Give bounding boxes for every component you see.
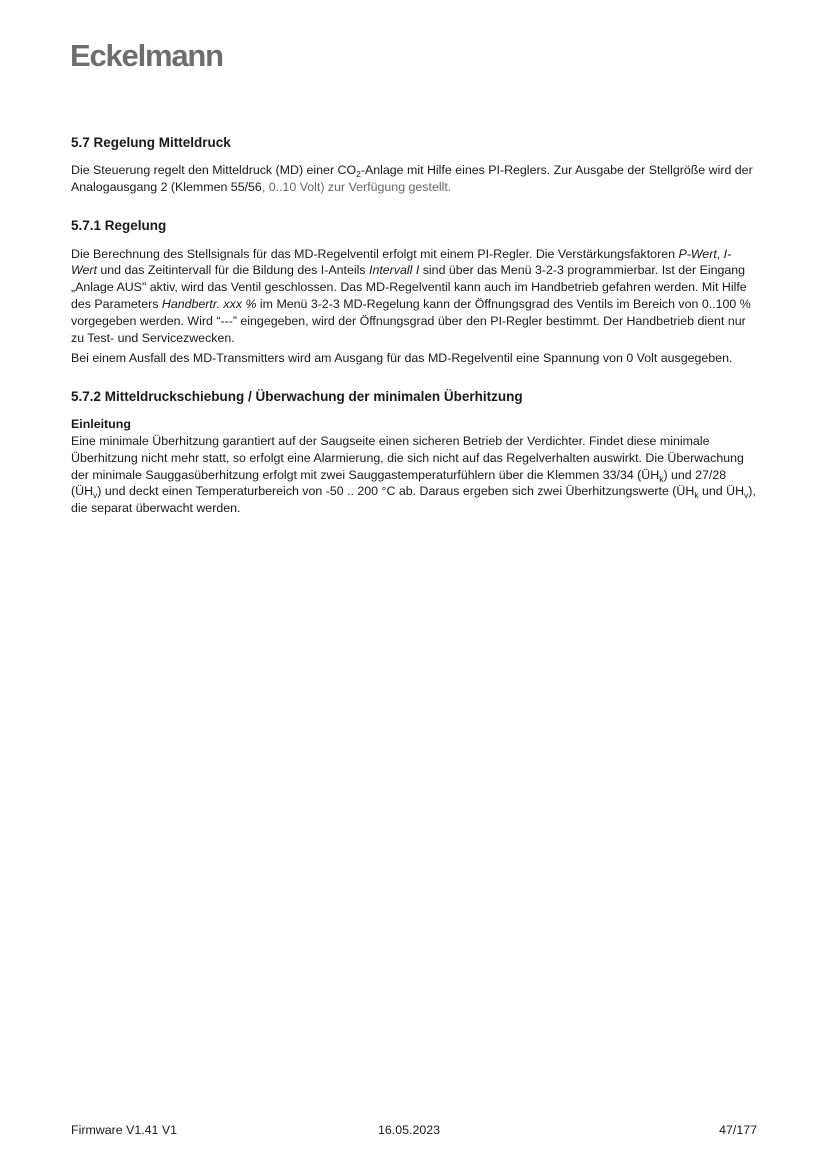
muted-text: , 0..10 Volt) zur Verfügung gestellt. — [261, 179, 452, 194]
heading-5-7-2: 5.7.2 Mitteldruckschiebung / Überwachung der minimalen Überhitzung — [71, 389, 523, 405]
text: Die Berechnung des Stellsignals für das MD-Regelventil erfolgt mit einem PI-Regler. Die Verstärkungsfaktoren — [71, 246, 679, 261]
eckelmann-logo: Eckelmann — [70, 38, 223, 73]
footer-date: 16.05.2023 — [378, 1123, 441, 1137]
subscript: k — [694, 490, 699, 501]
text: ) und deckt einen Temperaturbereich von -50 .. 200 °C ab. Daraus ergeben sich zwei Überhitzungswerte (ÜH — [97, 484, 695, 499]
text: und ÜH — [698, 484, 745, 499]
text: , — [716, 246, 724, 261]
text: -Anlage mit Hilfe eines PI-Reglers. Zur Ausgabe der Stellgröße wird der Analogausgang 2 (Klemmen 55/56 — [71, 163, 753, 194]
paragraph-5-7-2 — [71, 433, 757, 517]
heading-5-7: 5.7 Regelung Mitteldruck — [71, 135, 231, 150]
paragraph-5-7-1-b: Bei einem Ausfall des MD-Transmitters wird am Ausgang für das MD-Regelventil eine Spannung von 0 Volt ausgegeben. — [71, 351, 733, 366]
footer-page-number: 47/177 — [719, 1123, 757, 1137]
text: ), die separat überwacht werden. — [71, 484, 756, 516]
paragraph-5-7-1-a — [71, 246, 757, 347]
document-body — [71, 134, 757, 517]
footer-firmware: Firmware V1.41 V1 — [71, 1123, 178, 1137]
paragraph-5-7 — [71, 162, 757, 196]
subscript: v — [93, 490, 98, 501]
text: im Menü 3-2-3 MD-Regelung kann der Öffnungsgrad des Ventils im Bereich von 0..100 % vorgegeben werden. Wird “---” eingegeben, wird der Öffnungsgrad über den PI-Regler bestimmt. Der Handbetrieb dient nur zu Test- und Servicezwecken. — [71, 296, 751, 345]
text: und das Zeitintervall für die Bildung des I-Anteils — [96, 263, 369, 278]
text: Eine minimale Überhitzung garantiert auf der Saugseite einen sicheren Betrieb der Verdichter. Findet diese minimale Überhitzung nicht mehr statt, so erfolgt eine Alarmierung, die sich nicht auf das Regelverhalten auswirkt. Die Überwachung der minimale Sauggasüberhitzung erfolgt mit zwei Sauggastemperaturfühlern über die Klemmen 33/34 (ÜH — [71, 433, 744, 482]
text: sind über das Menü 3-2-3 programmierbar. Ist der Eingang „Anlage AUS" aktiv, wird das Ventil geschlossen. Das MD-Regelventil kann auch im Handbetrieb gefahren werden. Mit Hilfe des Parameters — [71, 263, 747, 311]
text: Die Steuerung regelt den Mitteldruck (MD) einer CO — [71, 163, 357, 177]
param-intervall-i: Intervall I — [369, 263, 420, 278]
subheading-einleitung: Einleitung — [71, 417, 131, 432]
heading-5-7-1: 5.7.1 Regelung — [71, 217, 167, 233]
text: ) und 27/28 (ÜH — [71, 467, 727, 499]
param-i-wert: I-Wert — [71, 246, 732, 278]
subscript: v — [744, 490, 749, 501]
subscript: 2 — [356, 169, 361, 179]
subscript: k — [659, 473, 664, 484]
param-handbetrieb: Handbertr. xxx % — [161, 296, 257, 311]
param-p-wert: P-Wert — [678, 246, 717, 261]
